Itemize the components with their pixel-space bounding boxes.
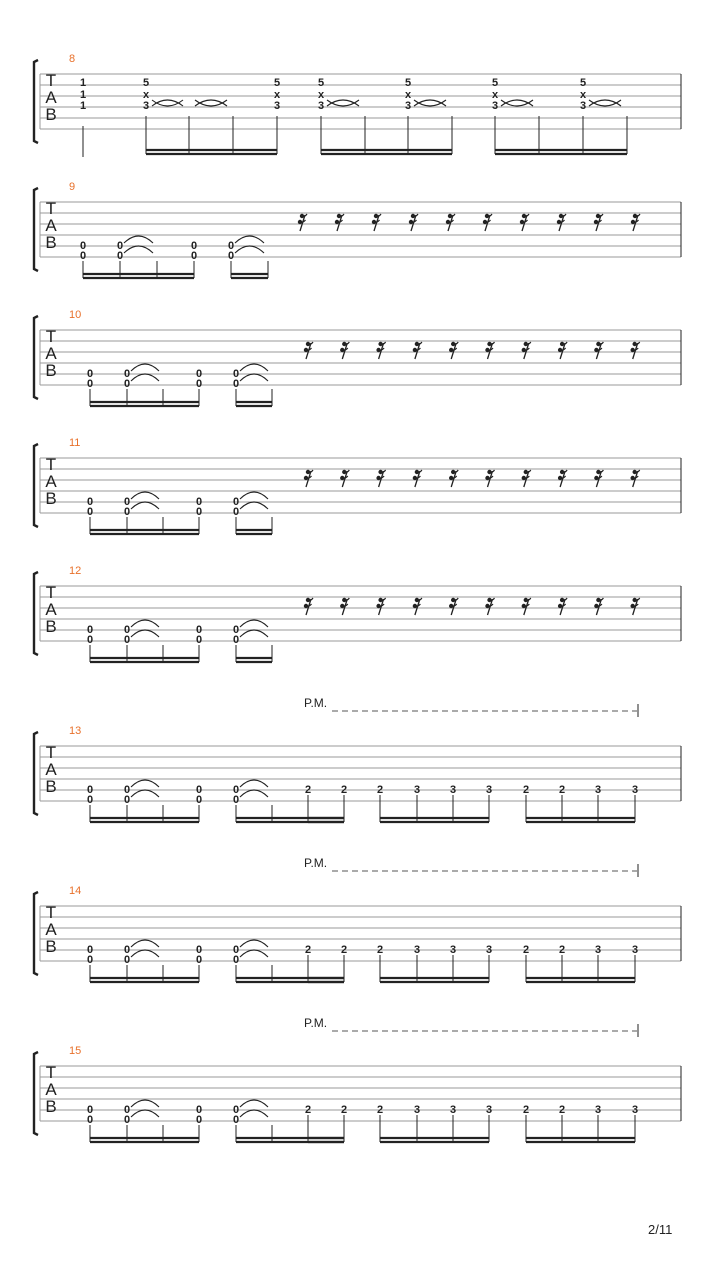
- sixteenth-rest: [413, 342, 422, 359]
- sixteenth-rest: [558, 470, 567, 487]
- fret-number: 0: [79, 250, 87, 262]
- fret-number: 2: [558, 1104, 566, 1116]
- fret-number: 3: [594, 1104, 602, 1116]
- sixteenth-rest: [446, 214, 455, 231]
- fret-number: 0: [86, 1114, 94, 1126]
- tab-clef-letter: T: [45, 455, 57, 474]
- tab-clef-letter: B: [45, 105, 57, 124]
- tie-arc: [240, 1110, 268, 1117]
- tab-clef-letter: B: [45, 489, 57, 508]
- fret-number: 0: [123, 506, 131, 518]
- tie-arc: [240, 620, 268, 627]
- sixteenth-rest: [304, 470, 313, 487]
- tie-arc: [240, 364, 268, 371]
- fret-number: 1: [79, 89, 87, 101]
- measure-number: 10: [69, 309, 82, 321]
- fret-number: 0: [195, 496, 203, 508]
- tie-arc: [131, 1110, 159, 1117]
- fret-number: 0: [123, 794, 131, 806]
- tab-system: [34, 856, 681, 982]
- fret-number: 2: [304, 1104, 312, 1116]
- sixteenth-rest: [376, 598, 385, 615]
- measure-number: 14: [69, 885, 82, 897]
- tie-arc: [131, 374, 159, 381]
- fret-number: 3: [631, 944, 639, 956]
- fret-number: 2: [304, 784, 312, 796]
- fret-number: 2: [522, 784, 530, 796]
- fret-number: 5: [404, 77, 412, 89]
- fret-number: 5: [317, 77, 325, 89]
- fret-number: 0: [86, 368, 94, 380]
- sixteenth-rest: [335, 214, 344, 231]
- sixteenth-rest: [449, 342, 458, 359]
- tab-clef-letter: A: [45, 216, 57, 235]
- sixteenth-rest: [522, 598, 531, 615]
- tie-arc: [240, 940, 268, 947]
- tie-arc: [240, 630, 268, 637]
- tab-clef-letter: B: [45, 937, 57, 956]
- fret-number: 0: [86, 784, 94, 796]
- tie-arc: [131, 950, 159, 957]
- fret-number: 3: [485, 1104, 493, 1116]
- tab-clef-letter: A: [45, 344, 57, 363]
- sixteenth-rest: [594, 598, 603, 615]
- tab-clef-letter: A: [45, 1080, 57, 1099]
- sixteenth-rest: [372, 214, 381, 231]
- fret-number: 2: [558, 784, 566, 796]
- sixteenth-rest: [304, 342, 313, 359]
- tie-arc: [131, 780, 159, 787]
- fret-number: 3: [413, 944, 421, 956]
- fret-number: 0: [232, 794, 240, 806]
- fret-number: 0: [79, 240, 87, 252]
- tie-arc: [501, 100, 533, 106]
- fret-number: 0: [195, 944, 203, 956]
- tab-clef-letter: A: [45, 760, 57, 779]
- tab-system: [34, 1016, 681, 1142]
- system-bracket: [34, 732, 38, 815]
- system-bracket: [34, 444, 38, 527]
- fret-number: 0: [195, 784, 203, 796]
- measure-number: 12: [69, 565, 82, 577]
- fret-number: x: [142, 89, 150, 101]
- sixteenth-rest: [413, 598, 422, 615]
- fret-number: 0: [195, 794, 203, 806]
- fret-number: x: [317, 89, 325, 101]
- fret-number: 0: [123, 1104, 131, 1116]
- system-bracket: [34, 1052, 38, 1135]
- fret-number: 0: [232, 954, 240, 966]
- system-bracket: [34, 316, 38, 399]
- tab-clef-letter: A: [45, 88, 57, 107]
- tab-clef-letter: T: [45, 199, 57, 218]
- sixteenth-rest: [409, 214, 418, 231]
- tie-arc: [235, 236, 264, 243]
- fret-number: 2: [376, 1104, 384, 1116]
- fret-number: 0: [123, 368, 131, 380]
- sixteenth-rest: [485, 470, 494, 487]
- sixteenth-rest: [413, 470, 422, 487]
- fret-number: 0: [123, 954, 131, 966]
- fret-number: 0: [227, 250, 235, 262]
- fret-number: 0: [232, 496, 240, 508]
- fret-number: 3: [413, 784, 421, 796]
- fret-number: 0: [195, 634, 203, 646]
- fret-number: 1: [79, 100, 87, 112]
- tab-clef-letter: A: [45, 600, 57, 619]
- tie-arc: [131, 620, 159, 627]
- fret-number: 5: [273, 77, 281, 89]
- fret-number: 0: [232, 634, 240, 646]
- tie-arc: [235, 246, 264, 253]
- system-bracket: [34, 892, 38, 975]
- fret-number: 5: [579, 77, 587, 89]
- tie-arc: [131, 364, 159, 371]
- tie-arc: [327, 100, 359, 106]
- tie-arc: [240, 374, 268, 381]
- fret-number: 0: [86, 624, 94, 636]
- measure-number: 15: [69, 1045, 82, 1057]
- sixteenth-rest: [522, 470, 531, 487]
- fret-number: 2: [522, 944, 530, 956]
- sixteenth-rest: [449, 470, 458, 487]
- tab-system: [34, 181, 681, 278]
- tie-arc: [240, 950, 268, 957]
- fret-number: 0: [123, 944, 131, 956]
- fret-number: 3: [631, 784, 639, 796]
- fret-number: 3: [449, 784, 457, 796]
- fret-number: 3: [594, 944, 602, 956]
- fret-number: 0: [195, 624, 203, 636]
- sixteenth-rest: [594, 214, 603, 231]
- measure-number: 11: [69, 437, 81, 449]
- sixteenth-rest: [340, 342, 349, 359]
- sixteenth-rest: [340, 598, 349, 615]
- fret-number: 0: [86, 1104, 94, 1116]
- sixteenth-rest: [376, 470, 385, 487]
- tie-arc: [131, 940, 159, 947]
- fret-number: 3: [485, 944, 493, 956]
- fret-number: 0: [86, 954, 94, 966]
- fret-number: 2: [340, 944, 348, 956]
- sixteenth-rest: [304, 598, 313, 615]
- tab-clef-letter: T: [45, 71, 57, 90]
- fret-number: 0: [86, 944, 94, 956]
- sixteenth-rest: [449, 598, 458, 615]
- tie-arc: [124, 236, 153, 243]
- sixteenth-rest: [485, 342, 494, 359]
- tie-arc: [124, 246, 153, 253]
- fret-number: 0: [86, 496, 94, 508]
- fret-number: 3: [449, 944, 457, 956]
- fret-number: 0: [232, 1114, 240, 1126]
- fret-number: 3: [491, 100, 499, 112]
- fret-number: 3: [485, 784, 493, 796]
- tab-clef-letter: T: [45, 743, 57, 762]
- tab-clef-letter: T: [45, 327, 57, 346]
- sixteenth-rest: [485, 598, 494, 615]
- fret-number: 0: [123, 784, 131, 796]
- sixteenth-rest: [631, 214, 640, 231]
- fret-number: 3: [404, 100, 412, 112]
- sixteenth-rest: [376, 342, 385, 359]
- tab-clef-letter: T: [45, 583, 57, 602]
- sixteenth-rest: [557, 214, 566, 231]
- palm-mute-label: P.M.: [304, 1016, 328, 1030]
- measure-number: 13: [69, 725, 82, 737]
- tie-arc: [240, 790, 268, 797]
- tie-arc: [240, 502, 268, 509]
- tab-clef-letter: T: [45, 903, 57, 922]
- fret-number: 0: [195, 368, 203, 380]
- fret-number: x: [579, 89, 587, 101]
- sixteenth-rest: [631, 342, 640, 359]
- fret-number: 1: [79, 77, 87, 89]
- system-bracket: [34, 188, 38, 271]
- fret-number: 0: [123, 624, 131, 636]
- fret-number: 3: [273, 100, 281, 112]
- tie-arc: [589, 100, 621, 106]
- tab-system: [34, 53, 681, 157]
- tab-clef-letter: B: [45, 617, 57, 636]
- fret-number: 0: [232, 368, 240, 380]
- tab-clef-letter: B: [45, 1097, 57, 1116]
- fret-number: x: [404, 89, 412, 101]
- fret-number: 0: [86, 794, 94, 806]
- fret-number: 0: [86, 634, 94, 646]
- fret-number: 0: [195, 1104, 203, 1116]
- fret-number: 3: [594, 784, 602, 796]
- fret-number: 0: [195, 1114, 203, 1126]
- fret-number: 2: [340, 1104, 348, 1116]
- fret-number: 0: [123, 1114, 131, 1126]
- tab-clef-letter: B: [45, 361, 57, 380]
- fret-number: 0: [195, 378, 203, 390]
- tie-arc: [414, 100, 446, 106]
- sixteenth-rest: [522, 342, 531, 359]
- tab-system: [34, 696, 681, 822]
- fret-number: 2: [304, 944, 312, 956]
- palm-mute-label: P.M.: [304, 856, 328, 870]
- tie-arc: [131, 1100, 159, 1107]
- fret-number: 5: [142, 77, 150, 89]
- sixteenth-rest: [594, 470, 603, 487]
- fret-number: 0: [232, 378, 240, 390]
- tab-clef-letter: T: [45, 1063, 57, 1082]
- fret-number: 0: [123, 378, 131, 390]
- measure-number: 8: [69, 53, 76, 65]
- fret-number: 0: [116, 240, 124, 252]
- fret-number: 2: [558, 944, 566, 956]
- fret-number: 2: [376, 944, 384, 956]
- sixteenth-rest: [520, 214, 529, 231]
- sixteenth-rest: [631, 598, 640, 615]
- tab-system: [34, 437, 681, 534]
- fret-number: 5: [491, 77, 499, 89]
- sixteenth-rest: [558, 598, 567, 615]
- fret-number: 0: [123, 634, 131, 646]
- fret-number: 0: [195, 506, 203, 518]
- sixteenth-rest: [594, 342, 603, 359]
- sixteenth-rest: [298, 214, 307, 231]
- fret-number: x: [491, 89, 499, 101]
- tab-clef-letter: A: [45, 472, 57, 491]
- fret-number: 0: [232, 624, 240, 636]
- tie-arc: [131, 492, 159, 499]
- fret-number: 0: [227, 240, 235, 252]
- fret-number: 3: [142, 100, 150, 112]
- fret-number: 2: [376, 784, 384, 796]
- page-number: 2/11: [648, 1222, 673, 1237]
- fret-number: 2: [340, 784, 348, 796]
- fret-number: x: [273, 89, 281, 101]
- fret-number: 0: [232, 944, 240, 956]
- tie-arc: [152, 100, 183, 106]
- fret-number: 0: [190, 240, 198, 252]
- fret-number: 2: [522, 1104, 530, 1116]
- fret-number: 0: [190, 250, 198, 262]
- tie-arc: [131, 790, 159, 797]
- fret-number: 0: [232, 784, 240, 796]
- tie-arc: [240, 492, 268, 499]
- fret-number: 3: [631, 1104, 639, 1116]
- sixteenth-rest: [558, 342, 567, 359]
- fret-number: 3: [579, 100, 587, 112]
- tab-system: [34, 565, 681, 662]
- system-bracket: [34, 572, 38, 655]
- tie-arc: [131, 502, 159, 509]
- tie-arc: [131, 630, 159, 637]
- fret-number: 0: [86, 378, 94, 390]
- sixteenth-rest: [483, 214, 492, 231]
- fret-number: 0: [232, 506, 240, 518]
- tab-system: [34, 309, 681, 406]
- fret-number: 0: [116, 250, 124, 262]
- palm-mute-label: P.M.: [304, 696, 328, 710]
- tab-clef-letter: A: [45, 920, 57, 939]
- fret-number: 0: [86, 506, 94, 518]
- sixteenth-rest: [340, 470, 349, 487]
- tie-arc: [240, 780, 268, 787]
- fret-number: 0: [195, 954, 203, 966]
- fret-number: 0: [123, 496, 131, 508]
- tie-arc: [240, 1100, 268, 1107]
- fret-number: 3: [449, 1104, 457, 1116]
- tie-arc: [195, 100, 227, 106]
- system-bracket: [34, 60, 38, 143]
- fret-number: 3: [413, 1104, 421, 1116]
- tab-clef-letter: B: [45, 777, 57, 796]
- measure-number: 9: [69, 181, 76, 193]
- sixteenth-rest: [631, 470, 640, 487]
- tab-clef-letter: B: [45, 233, 57, 252]
- fret-number: 0: [232, 1104, 240, 1116]
- fret-number: 3: [317, 100, 325, 112]
